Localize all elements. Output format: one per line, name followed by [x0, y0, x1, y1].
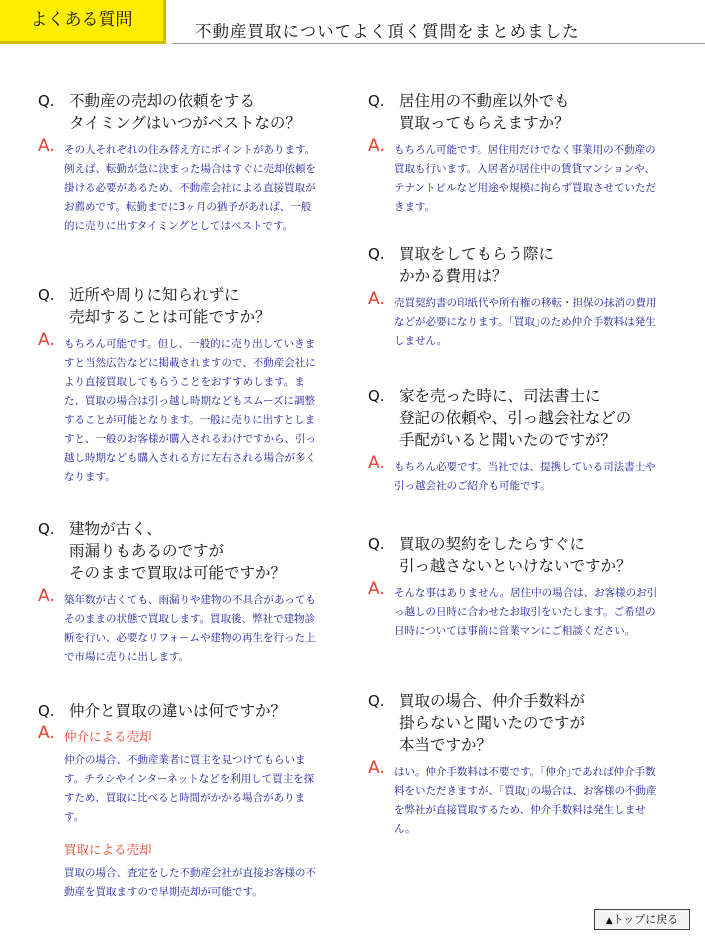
qa-item — [368, 690, 660, 839]
answer-text: 築年数が古くても、雨漏りや建物の不具合があってもそのままの状態で買取します。買取後、弊社で建物診断を行い、必要なリフォームや建物の再生を行った上で市場に売りに出します。 — [64, 594, 316, 663]
a-label: A. — [368, 136, 385, 156]
back-to-top-button[interactable] — [594, 909, 690, 930]
q-label: Q. — [368, 245, 385, 263]
a-label: A. — [368, 453, 385, 473]
a-label: A. — [368, 579, 385, 599]
question-text: 不動産の売却の依頼をする タイミングはいつがベストなの？ — [69, 92, 301, 132]
back-to-top-label: トップに戻る — [612, 913, 679, 926]
q-label: Q. — [368, 692, 385, 710]
qa-item — [38, 284, 320, 487]
q-label: Q. — [38, 702, 55, 720]
section-body: 仲介の場合、不動産業者に買主を見つけてもらいます。チラシやインターネットなどを利用して買主を探すため、買取に比べると時間がかかる場合があります。 — [64, 754, 315, 823]
q-label: Q. — [368, 535, 385, 553]
question-text: 家を売った時に、司法書士に 登記の依頼や、引っ越会社などの 手配がいると聞いたのですが？ — [399, 387, 632, 449]
page-title: 不動産買取についてよく頂く質問をまとめました — [195, 22, 580, 41]
question-text: 近所や周りに知られずに 売却することは可能ですか？ — [69, 286, 271, 326]
faq-tag: よくある質問 — [0, 0, 166, 44]
question-text: 居住用の不動産以外でも 買取ってもらえますか？ — [399, 92, 570, 132]
triangle-up-icon: ▲ — [605, 916, 613, 926]
answer — [368, 579, 660, 641]
a-label: A. — [368, 289, 385, 309]
answer — [38, 586, 320, 667]
question — [368, 533, 660, 577]
section-title: 買取による売却 — [64, 842, 152, 857]
qa-compare — [38, 700, 320, 916]
a-label: A. — [38, 586, 55, 606]
answer — [38, 136, 320, 236]
qa-item — [368, 533, 660, 641]
q-label: Q. — [38, 286, 55, 304]
answer-text: その人それぞれの住み替え方にポイントがあります。例えば、転勤が急に決まった場合はすぐに売却依頼を掛ける必要があるため、不動産会社による直接買取がお薦めです。転勤までに3ヶ月の猶予があれば、一般的に売りに出すタイミングとしてはベストです。 — [64, 144, 316, 232]
a-label: A. — [38, 723, 55, 743]
answer — [38, 723, 320, 902]
answer-text: 売買契約書の印紙代や所有権の移転・担保の抹消の費用などが必要になります。｢買取｣のため仲介手数料は発生しません。 — [394, 297, 657, 347]
answer-text: そんな事はありません。居住中の場合は、お客様のお引っ越しの日時に合わせたお取引をいたします。ご希望の日時については事前に営業マンにご相談ください。 — [394, 587, 658, 637]
answer-text: もちろん可能です。但し、一般的に売り出していきますと当然広告などに掲載されますので、不動産会社により直接買取してもらうことをおすすめします。また、買取の場合は引っ越し時期などもスムーズに調整することが可能となります。一般に売りに出すとしますと、一般のお客様が購入されるわけですから、引っ越し時期なども購入される方に左右される場合が多くなります。 — [64, 338, 316, 483]
answer-text: はい。仲介手数料は不要です。｢仲介｣であれば仲介手数料をいただきますが、｢買取｣の場合は、お客様の不動産を弊社が直接買取するため、仲介手数料は発生しません。 — [394, 766, 657, 835]
qa-item — [368, 243, 660, 351]
answer — [38, 330, 320, 487]
question-text: 買取の場合、仲介手数料が 掛らないと聞いたのですが 本当ですか？ — [399, 692, 586, 754]
question — [368, 243, 660, 287]
qa-item — [368, 385, 660, 496]
question — [38, 700, 320, 722]
q-label: Q. — [368, 387, 385, 405]
a-label: A. — [368, 758, 385, 778]
question — [368, 690, 660, 756]
qa-item — [368, 90, 660, 217]
question — [368, 385, 660, 451]
section-title: 仲介による売却 — [64, 729, 152, 744]
a-label: A. — [38, 330, 55, 350]
question — [38, 90, 320, 134]
question-text: 仲介と買取の違いは何ですか？ — [69, 702, 287, 720]
question — [368, 90, 660, 134]
answer — [368, 289, 660, 351]
qa-item — [38, 90, 320, 236]
question — [38, 518, 320, 584]
q-label: Q. — [368, 92, 385, 110]
answer — [368, 453, 660, 496]
section-body: 買取の場合、査定をした不動産会社が直接お客様の不動産を買取ますので早期売却が可能です。 — [64, 867, 316, 898]
qa-item — [38, 518, 320, 667]
question-text: 買取をしてもらう際に かかる費用は？ — [399, 245, 555, 285]
answer-text: もちろん必要です。当社では、提携している司法書士や引っ越会社のご紹介も可能です。 — [394, 461, 656, 492]
q-label: Q. — [38, 92, 55, 110]
a-label: A. — [38, 136, 55, 156]
answer-text: もちろん可能です。居住用だけでなく事業用の不動産の買取も行います。入居者が居住中の賃貸マンションや、テナントビルなど用途や規模に拘らず買取させていただきます。 — [394, 144, 656, 213]
question — [38, 284, 320, 328]
header-divider — [172, 43, 705, 44]
q-label: Q. — [38, 520, 55, 538]
question-text: 建物が古く、 雨漏りもあるのですが そのままで買取は可能ですか？ — [69, 520, 287, 582]
answer — [368, 758, 660, 839]
question-text: 買取の契約をしたらすぐに 引っ越さないといけないですか？ — [399, 535, 632, 575]
answer — [368, 136, 660, 217]
